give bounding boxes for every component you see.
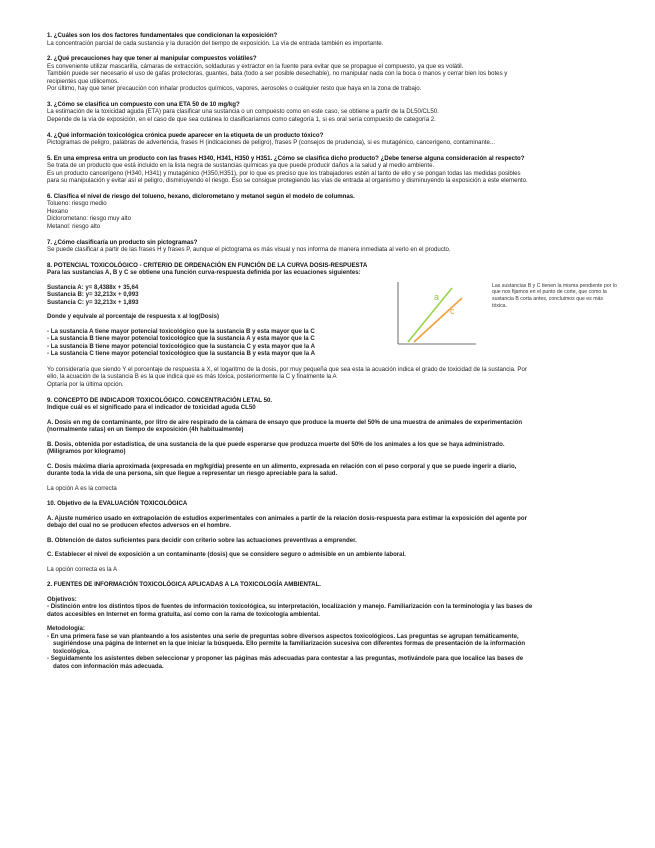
equation-b: Sustancia B: y= 32,213x + 0,993 <box>47 291 139 299</box>
option-b-cont: (Miligramos por kilogramo) <box>47 448 126 455</box>
option-a-cont: (normalmente ratas) en un tiempo de exposición (4h habitualmente) <box>47 426 244 433</box>
option-a: A. Ajuste numérico usado en extrapolación de estudios experimentales con animales a partir de la relación dosis-respuesta para estimar la exposición del agente por <box>47 514 527 522</box>
option-b: B. Obtención de datos suficientes para decidir con criterio sobre las actuaciones preventivas a emprender. <box>47 536 357 544</box>
question-title: 1. ¿Cuáles son los dos factores fundamentales que condicionan la exposición? <box>47 32 278 39</box>
equation-a: Sustancia A: y= 8,4388x + 35,64 <box>47 283 139 291</box>
question-title: 10. Objetivo de la EVALUACIÓN TOXICOLÓGICA <box>47 500 188 508</box>
question-9 <box>47 397 612 493</box>
answer-line: Se trata de un producto que está incluido en la lista negra de sustancias químicas ya que puede producir daños a la salud y al medio ambiente. <box>47 162 435 170</box>
methodology-item-1: - En una primera fase se van planteando a los asistentes una serie de preguntas sobre diversos aspectos toxicológicos. Las preguntas se agrupan temáticamente, <box>47 632 519 640</box>
question-title: 4. ¿Qué información toxicológica crónica puede aparecer en la etiqueta de un producto tóxico? <box>47 131 324 139</box>
methodology-item-2-cont: datos con información más adecuada. <box>53 662 164 670</box>
answer-line: Depende de la vía de exposición, en el caso de que sea cutánea lo clasificaríamos como categoría 1, si es oral sería compuesto de categoría 2. <box>47 115 436 123</box>
dose-response-sketch <box>390 278 480 350</box>
label-c: c <box>450 305 455 316</box>
question-title: 3. ¿Cómo se clasifica un compuesto con una ETA 50 de 10 mg/kg? <box>47 100 240 108</box>
option-2: - La sustancia B tiene mayor potencial toxicológico que la sustancia A y esta mayor que la C <box>47 335 315 343</box>
label-a: a <box>434 291 440 302</box>
option-c-cont: durante toda la vida de una persona, sin que llegue a representar un riesgo apreciable para la salud. <box>47 470 338 477</box>
answer-line: Es conveniente utilizar mascarilla, cámaras de extracción, soldaduras y extractor en la fuente para evitar que se propague el compuesto, ya que es volátil. <box>47 62 464 70</box>
methodology-item-1-cont: sugiriéndose una página de Internet en la que iniciar la búsqueda. Ello permite la familiarización sucesiva con diferentes formas de presentación de la información <box>53 640 526 648</box>
question-title: 6. Clasifica el nivel de riesgo del tolueno, hexano, diclorometano y metanol según el modelo de columnas. <box>47 192 355 200</box>
question-2 <box>47 55 612 93</box>
side-note: Las sustancias B y C tienen la misma pendiente por lo que nos fijamos en el punto de corte, que como la sustancia B corta antes, concluimos que es más tóxica. <box>492 282 617 309</box>
question-3 <box>47 101 612 124</box>
section-2 <box>47 581 612 670</box>
document-page <box>47 32 617 674</box>
question-subtitle: Para las sustancias A, B y C se obtiene una función curva-respuesta definida por las ecuaciones siguientes: <box>47 269 361 277</box>
answer-line: La estimación de la toxicidad aguda (ETA) para clasificar una sustancia o un compuesto como en este caso, se obtiene a partir de la DL50/CL50. <box>47 108 439 116</box>
equation-c: Sustancia C: y= 32,213x + 1,893 <box>47 298 139 306</box>
methodology-item-2: - Seguidamente los asistentes deben seleccionar y proponer las páginas más adecuadas para contestar a las preguntas, motivándole para que localice las bases de <box>47 655 524 663</box>
question-title: 5. En una empresa entra un producto con las frases H340, H341, H350 y H351. ¿Cómo se clasifica dicho producto? ¿Debe tenerse alguna consideración al respecto? <box>47 154 525 162</box>
answer-line: Tolueno: riesgo medio <box>47 200 107 208</box>
answer-line: Yo consideraría que siendo Y el porcentaje de respuesta a X, el logaritmo de la dosis, por muy pequeña que sea esta la acuación indica el grado de toxicidad de la sustancia. Por <box>47 365 527 373</box>
question-5 <box>47 155 612 185</box>
answer-line: También puede ser necesario el uso de gafas protectoras, guantes, bata (todo a ser posible desechable), no manipular nada con la boca o manos y cerrar bien los botes y <box>47 70 508 78</box>
option-a-cont: debajo del cual no se producen efectos adversos en el hombre. <box>47 522 231 530</box>
question-10 <box>47 500 612 573</box>
question-title: 9. CONCEPTO DE INDICADOR TOXICOLÓGICO. CONCENTRACIÓN LETAL 50. <box>47 396 273 404</box>
option-1: - La sustancia A tiene mayor potencial toxicológico que la sustancia B y esta mayor que la C <box>47 327 315 335</box>
equation-prompt: Donde y equivale al porcentaje de respuesta x al log(Dosis) <box>47 313 220 321</box>
answer-line: La concentración parcial de cada sustancia y la duración del tiempo de exposición. La vía de entrada también es importante. <box>47 39 384 47</box>
option-c: C. Establecer el nivel de exposición a un contaminante (dosis) que se considere seguro o admisible en un ambiente laboral. <box>47 551 406 559</box>
option-a: A. Dosis en mg de contaminante, por litro de aire respirado de la cámara de ensayo que produce la muerte del 50% de una muestra de animales de experimentación <box>47 418 523 426</box>
methodology-item-1-cont: toxicológica. <box>53 647 91 655</box>
answer-line: Se puede clasificar a partir de las frases H y frases P, aunque el pictograma es más visual y nos informa de manera inmediata al verlo en el producto. <box>47 246 451 254</box>
question-8 <box>47 261 617 389</box>
question-title: 2. ¿Qué precauciones hay que tener al manipular compuestos volátiles? <box>47 55 257 63</box>
answer-line: Pictogramas de peligro, palabras de advertencia, frases H (indicaciones de peligro), frases P (consejos de prudencia), si es mutagénico, cancerígeno, contaminante... <box>47 139 496 147</box>
objectives-line: datos accesibles en Internet en forma gratuita, así como con la rama de toxicología ambiental. <box>47 610 320 618</box>
answer-line: Por último, hay que tener precaución con inhalar productos químicos, vapores, aerosoles o cualquier resto que haya en la zona de trabajo. <box>47 85 422 93</box>
option-c: C. Dosis máxima diaria aproximada (expresada en mg/kg/día) presente en un alimento, expresada en relación con el peso corporal y que se puede ingerir a diario, <box>47 462 517 470</box>
question-title: 8. POTENCIAL TOXICOLÓGICO - CRITERIO DE ORDENACIÓN EN FUNCIÓN DE LA CURVA DOSIS-RESPUESTA <box>47 261 368 269</box>
answer-line: Metanol: riesgo alto <box>47 222 101 230</box>
question-7 <box>47 239 612 254</box>
objectives-label: Objetivos: <box>47 595 77 603</box>
objectives-line: - Distinción entre los distintos tipos de fuentes de información toxicológica, su interpretación, localización y manejo. Familiarización con la terminología y las bases de <box>47 603 533 611</box>
answer-line: Diclorometano: riesgo muy alto <box>47 215 131 223</box>
question-4 <box>47 132 612 147</box>
section-title: 2. FUENTES DE INFORMACIÓN TOXICOLÓGICA APLICADAS A LA TOXICOLOGÍA AMBIENTAL. <box>47 581 321 589</box>
line-a <box>408 288 452 342</box>
question-6 <box>47 193 612 231</box>
question-1 <box>47 32 612 47</box>
answer-line: para su manipulación y evitar así el peligro, disminuyendo el riesgo. Eso se consigue protegiendo las vías de entrada al organismo y disminuyendo la exposición a este elemento. <box>47 177 528 185</box>
equations-and-chart <box>47 282 617 358</box>
option-3: - La sustancia B tiene mayor potencial toxicológico que la sustancia C y esta mayor que la A <box>47 342 315 350</box>
answer-line: La opción correcta es la A <box>47 565 118 573</box>
question-title: 7. ¿Cómo clasificaría un producto sin pictogramas? <box>47 238 198 246</box>
answer-line: Es un producto cancerígeno (H340, H341) y mutagénico (H350,H351), por lo que es preciso que los trabajadores estén al tanto de ello y se pongan todas las medidas posibles <box>47 169 521 177</box>
answer-line: Hexano <box>47 207 69 215</box>
answer-line: La opción A es la correcta <box>47 484 117 492</box>
option-b: B. Dosis, obtenida por estadística, de una sustancia de la que puede esperarse que produzca muerte del 50% de los animales a los que se haya administrado. <box>47 440 505 448</box>
option-4: - La sustancia C tiene mayor potencial toxicológico que la sustancia B y esta mayor que la A <box>47 350 315 358</box>
answer-line: Optaría por la última opción. <box>47 380 124 388</box>
answer-line: recipientes que utilicemos. <box>47 77 119 85</box>
answer-line: ello, la acuación de la sustancia B es la que indica que es más tóxica, posteriormente la C y finalmente la A <box>47 373 337 381</box>
methodology-label: Metodología: <box>47 625 85 633</box>
question-subtitle: Indique cuál es el significado para el indicador de toxicidad aguda CL50 <box>47 404 256 411</box>
